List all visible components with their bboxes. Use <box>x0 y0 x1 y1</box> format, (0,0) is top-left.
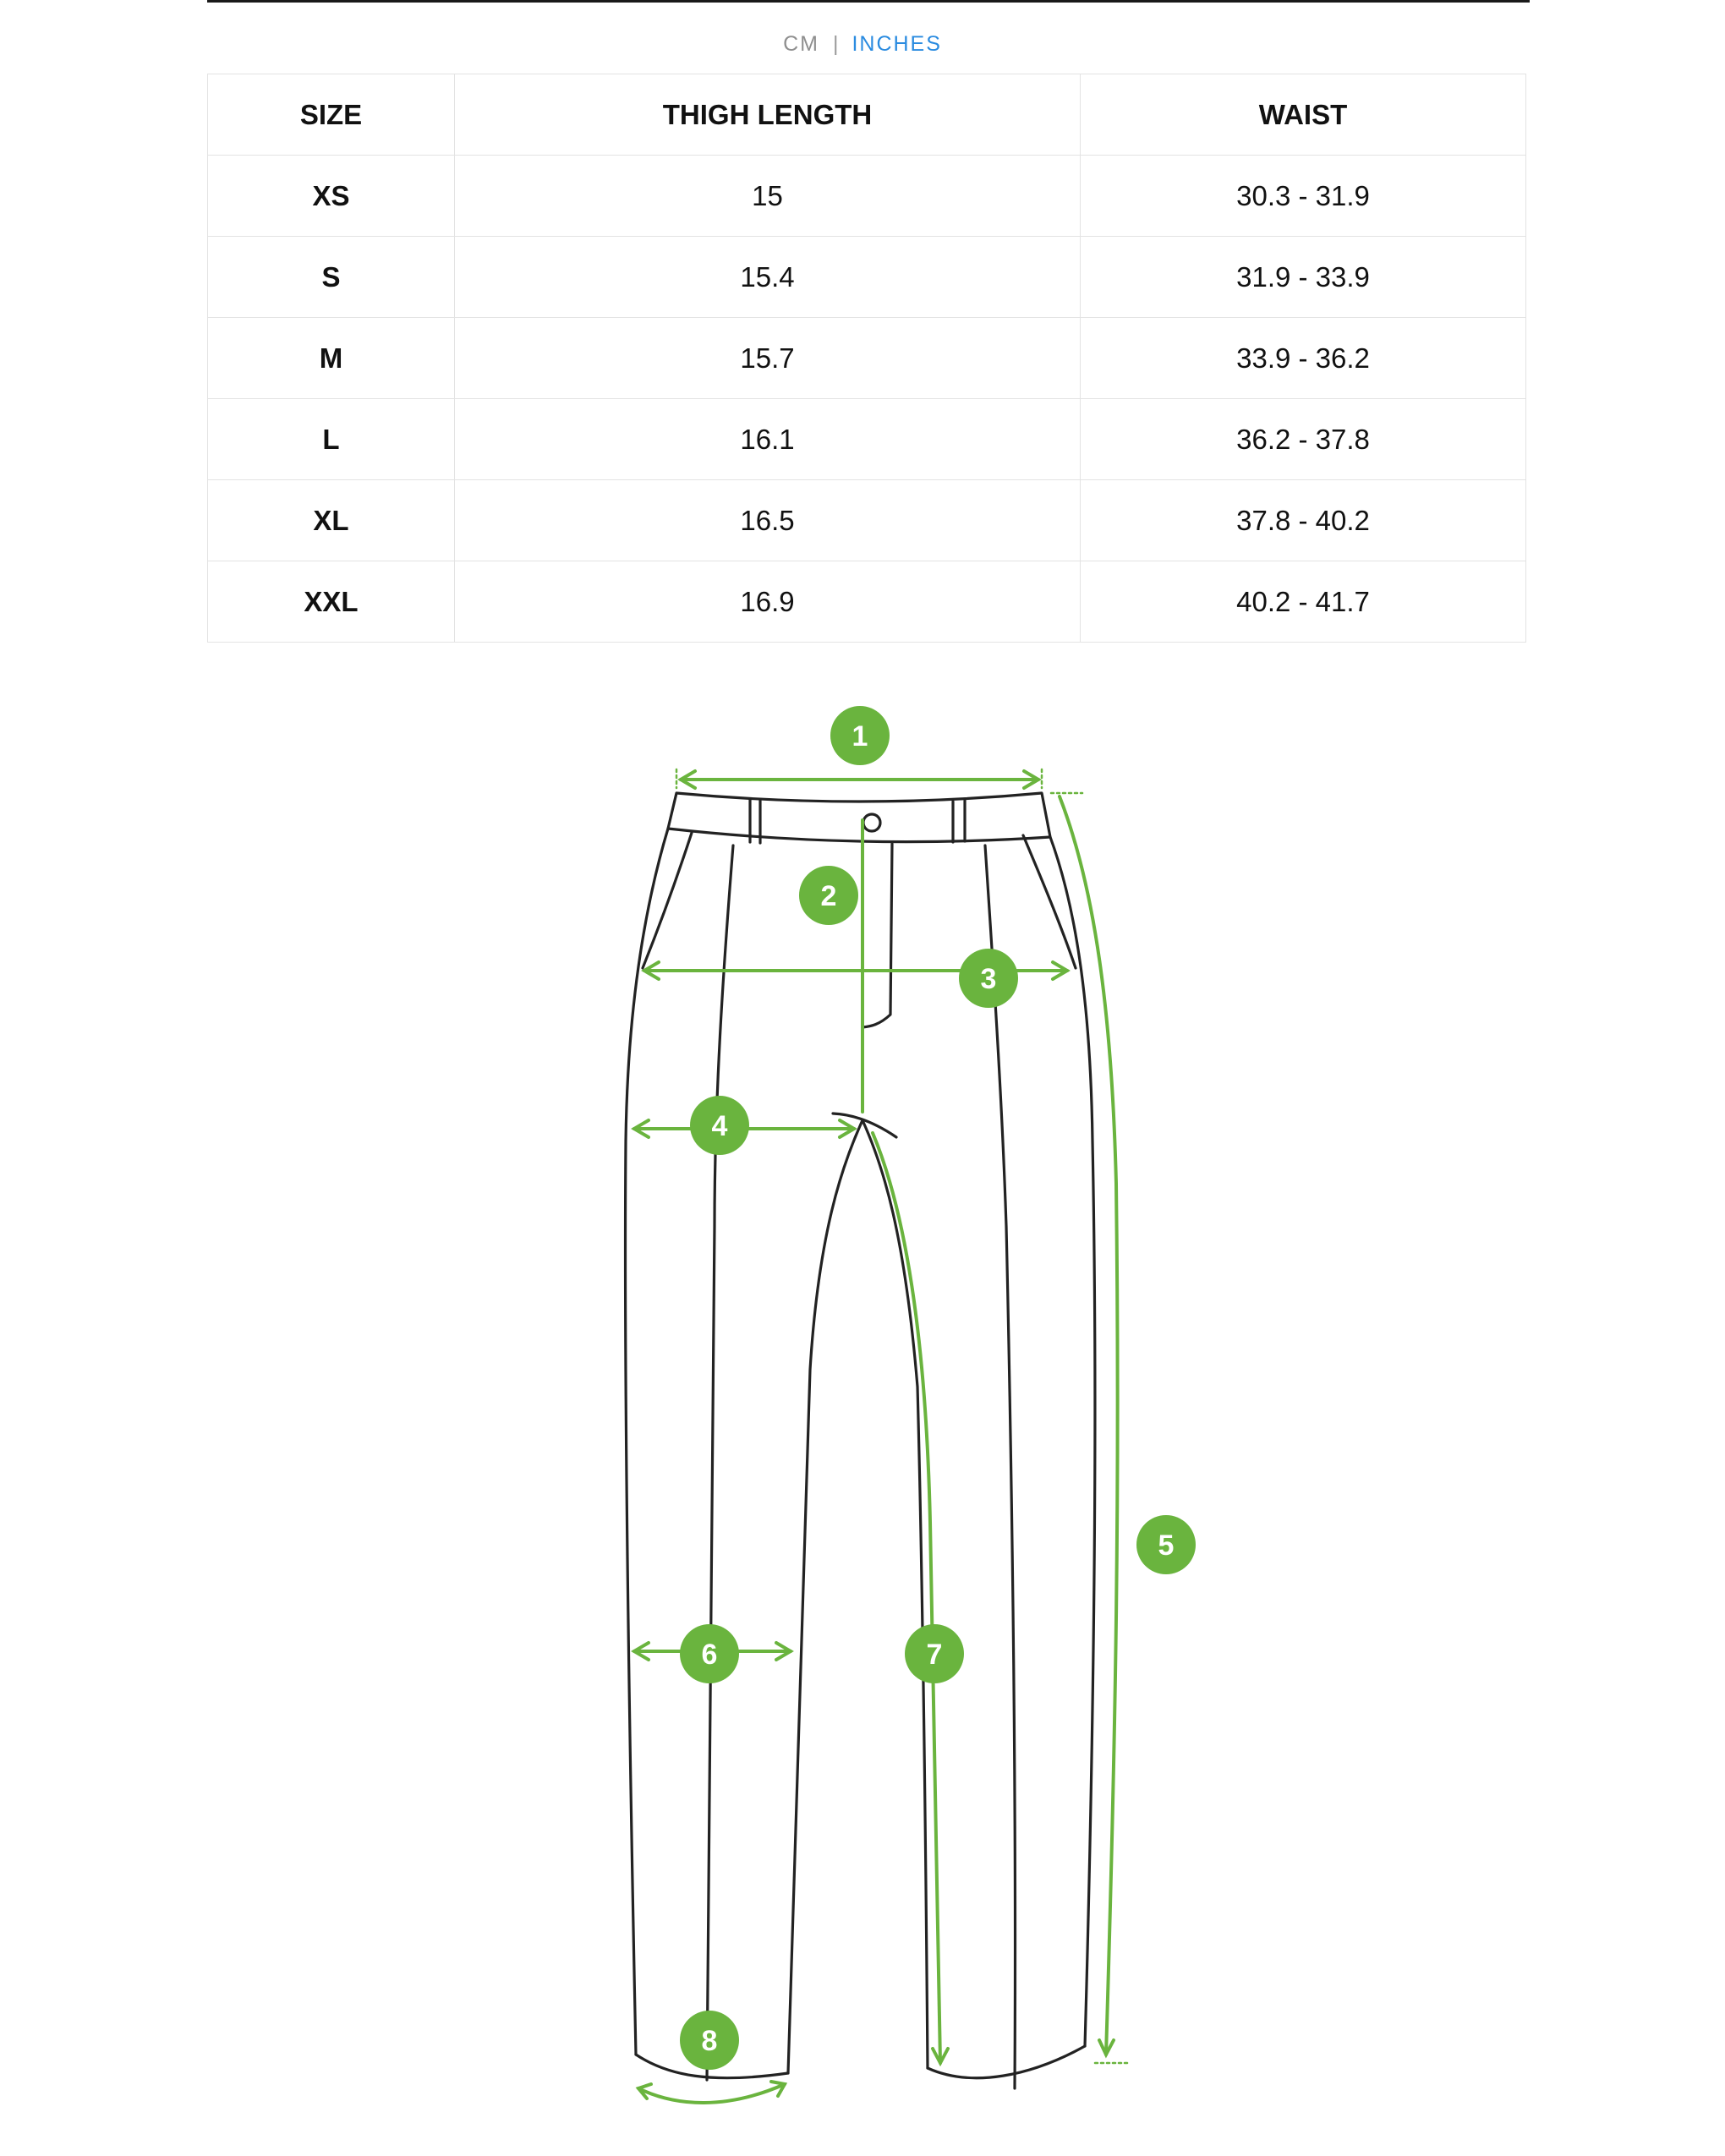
size-cell: S <box>208 237 455 318</box>
measurement-badge-2 <box>799 866 858 925</box>
waist-cell: 36.2 - 37.8 <box>1081 399 1526 480</box>
badge-8-label: 8 <box>701 2025 718 2057</box>
badge-7-label: 7 <box>926 1639 943 1671</box>
badge-4-label: 4 <box>711 1110 728 1142</box>
header-thigh-length: THIGH LENGTH <box>455 74 1081 156</box>
unit-separator: | <box>832 32 839 56</box>
thigh-length-cell: 16.5 <box>455 480 1081 561</box>
badge-6-label: 6 <box>701 1639 718 1671</box>
thigh-length-cell: 15.7 <box>455 318 1081 399</box>
pants-diagram-svg <box>0 659 1725 2156</box>
badge-2-label: 2 <box>820 880 837 912</box>
size-cell: M <box>208 318 455 399</box>
header-size: SIZE <box>208 74 455 156</box>
thigh-length-cell: 15 <box>455 156 1081 237</box>
waist-cell: 37.8 - 40.2 <box>1081 480 1526 561</box>
header-waist: WAIST <box>1081 74 1526 156</box>
size-cell: L <box>208 399 455 480</box>
top-divider <box>207 0 1530 3</box>
waist-cell: 33.9 - 36.2 <box>1081 318 1526 399</box>
measurement-badge-6 <box>680 1624 739 1683</box>
unit-inches-option[interactable]: INCHES <box>852 32 942 56</box>
pants-measurement-diagram <box>0 659 1725 2156</box>
size-cell: XL <box>208 480 455 561</box>
measurement-badge-7 <box>905 1624 964 1683</box>
table-header-row <box>208 74 1526 156</box>
badge-5-label: 5 <box>1158 1529 1175 1562</box>
measurement-badge-4 <box>690 1096 749 1155</box>
pants-outline <box>626 793 1096 2088</box>
badge-3-label: 3 <box>980 963 997 995</box>
unit-toggle <box>0 29 1725 59</box>
thigh-length-cell: 15.4 <box>455 237 1081 318</box>
table-row <box>208 561 1526 643</box>
thigh-length-cell: 16.1 <box>455 399 1081 480</box>
table-row <box>208 480 1526 561</box>
table-row <box>208 318 1526 399</box>
measurement-badge-3 <box>959 949 1018 1008</box>
unit-cm-option[interactable]: CM <box>783 32 819 56</box>
thigh-length-cell: 16.9 <box>455 561 1081 643</box>
badge-1-label: 1 <box>852 720 868 752</box>
waist-cell: 31.9 - 33.9 <box>1081 237 1526 318</box>
table-row <box>208 399 1526 480</box>
table-row <box>208 237 1526 318</box>
measurement-badge-5 <box>1136 1515 1196 1574</box>
size-cell: XXL <box>208 561 455 643</box>
table-row <box>208 156 1526 237</box>
measurement-badge-1 <box>830 706 890 765</box>
size-cell: XS <box>208 156 455 237</box>
waist-cell: 30.3 - 31.9 <box>1081 156 1526 237</box>
waist-cell: 40.2 - 41.7 <box>1081 561 1526 643</box>
measurement-badge-8 <box>680 2011 739 2070</box>
size-chart-table <box>207 74 1526 643</box>
